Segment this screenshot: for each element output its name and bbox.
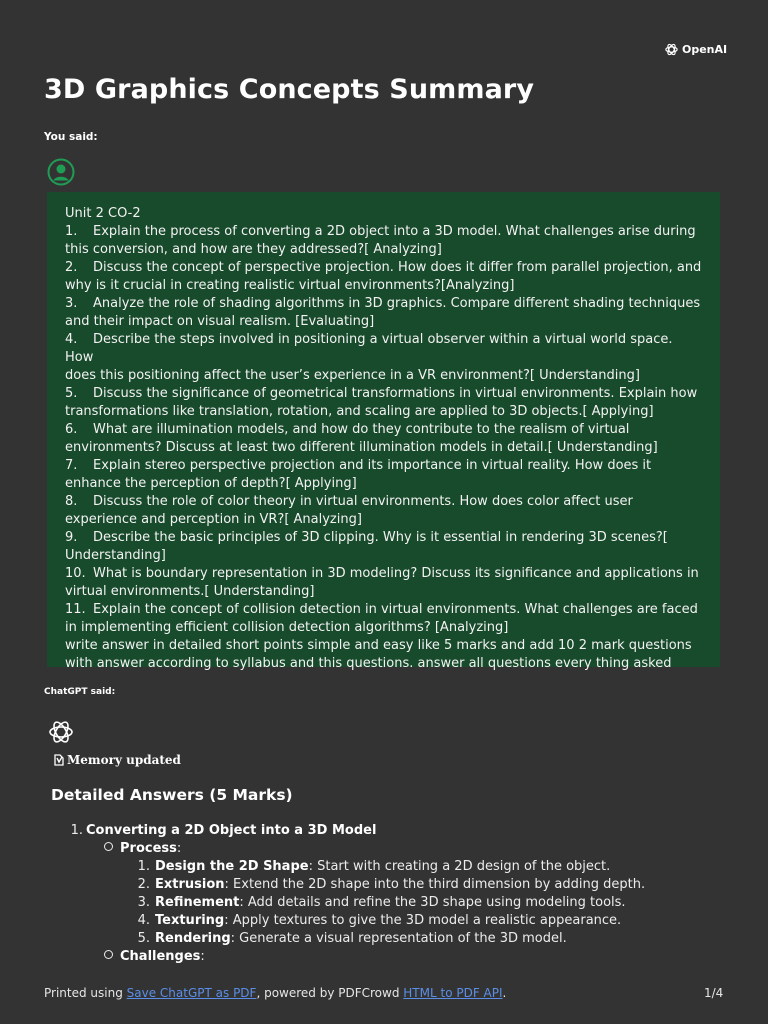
- html-to-pdf-api-link[interactable]: HTML to PDF API: [403, 986, 503, 1000]
- step-desc: : Generate a visual representation of the 3D model.: [230, 931, 567, 946]
- prompt-instruction-cont: with answer according to syllabus and this questions. answer all questions every thing asked: [65, 656, 672, 671]
- footer: [44, 986, 506, 1000]
- question-item: [65, 223, 702, 259]
- question-text-cont: why is it crucial in creating realistic virtual environments?[Analyzing]: [65, 278, 515, 293]
- challenges-label: Challenges: [120, 949, 201, 964]
- memory-updated-notice[interactable]: [54, 753, 181, 767]
- step-desc: : Start with creating a 2D design of the object.: [308, 859, 611, 874]
- step-number: 1.: [137, 859, 150, 874]
- step-number: 2.: [137, 877, 150, 892]
- question-number: 5.: [65, 386, 78, 401]
- footer-suffix: .: [502, 986, 507, 1000]
- question-text-cont: Understanding]: [65, 548, 166, 563]
- step-number: 3.: [137, 895, 150, 910]
- question-text-cont: does this positioning affect the user’s experience in a VR environment?[ Understanding]: [65, 368, 640, 383]
- question-text-cont: and their impact on visual realism. [Evaluating]: [65, 314, 375, 329]
- answer-title: Converting a 2D Object into a 3D Model: [86, 823, 377, 838]
- user-avatar-icon: [47, 158, 75, 186]
- question-number: 6.: [65, 422, 78, 437]
- process-step: [135, 858, 645, 876]
- step-number: 4.: [137, 913, 150, 928]
- question-number: 3.: [65, 296, 78, 311]
- brand: [664, 42, 727, 57]
- question-item: [65, 385, 702, 421]
- prompt-header: Unit 2 CO-2: [65, 206, 141, 221]
- question-text: Describe the steps involved in positioning a virtual observer within a virtual world space. How: [65, 332, 673, 365]
- question-text-cont: enhance the perception of depth?[ Applying]: [65, 476, 357, 491]
- step-desc: : Apply textures to give the 3D model a realistic appearance.: [224, 913, 622, 928]
- question-text: Discuss the significance of geometrical transformations in virtual environments. Explain how: [93, 386, 698, 401]
- question-text: Explain stereo perspective projection and its importance in virtual reality. How does it: [93, 458, 652, 473]
- hollow-bullet-icon: [104, 950, 113, 959]
- step-term: Rendering: [155, 931, 231, 946]
- page-title: 3D Graphics Concepts Summary: [44, 74, 535, 105]
- question-item: [65, 259, 702, 295]
- answer-subitem: Challenges :: [104, 948, 645, 966]
- question-text: Explain the process of converting a 2D object into a 3D model. What challenges arise during: [93, 224, 696, 239]
- question-item: [65, 295, 702, 331]
- answer-subitem: Process :: [104, 840, 645, 858]
- question-number: 2.: [65, 260, 78, 275]
- step-term: Design the 2D Shape: [155, 859, 309, 874]
- question-text: Explain the concept of collision detection in virtual environments. What challenges are faced: [93, 602, 698, 617]
- step-term: Refinement: [155, 895, 240, 910]
- question-number: 1.: [65, 224, 78, 239]
- prompt-instruction: write answer in detailed short points simple and easy like 5 marks and add 10 2 mark questions: [65, 638, 692, 653]
- memory-icon: [54, 754, 65, 766]
- step-term: Texturing: [155, 913, 225, 928]
- question-text: Analyze the role of shading algorithms in 3D graphics. Compare different shading techniques: [93, 296, 701, 311]
- question-text: Describe the basic principles of 3D clipping. Why is it essential in rendering 3D scenes?[: [93, 530, 668, 545]
- user-prompt-bubble: [47, 192, 720, 671]
- answer-number: 1.: [70, 823, 83, 838]
- question-text: Discuss the role of color theory in virtual environments. How does color affect user: [93, 494, 633, 509]
- question-number: 10.: [65, 566, 86, 581]
- question-item: [65, 565, 702, 601]
- question-item: [65, 457, 702, 493]
- question-text-cont: this conversion, and how are they addressed?[ Analyzing]: [65, 242, 442, 257]
- page-number: 1/4: [704, 986, 724, 1000]
- brand-name: OpenAI: [682, 43, 728, 56]
- question-number: 11.: [65, 602, 86, 617]
- step-desc: : Extend the 2D shape into the third dimension by adding depth.: [224, 877, 646, 892]
- step-term: Extrusion: [155, 877, 225, 892]
- chatgpt-logo-icon: [47, 718, 75, 746]
- memory-updated-text: Memory updated: [67, 753, 181, 767]
- question-text-cont: environments? Discuss at least two different illumination models in detail.[ Understanding]: [65, 440, 658, 455]
- question-number: 9.: [65, 530, 78, 545]
- question-text-cont: experience and perception in VR?[ Analyzing]: [65, 512, 362, 527]
- process-step: [135, 876, 645, 894]
- question-text-cont: virtual environments.[ Understanding]: [65, 584, 315, 599]
- section-heading: Detailed Answers (5 Marks): [51, 786, 293, 804]
- question-number: 4.: [65, 332, 78, 347]
- openai-logo-icon: [664, 42, 679, 57]
- step-number: 5.: [137, 931, 150, 946]
- footer-middle: , powered by PDFCrowd: [256, 986, 404, 1000]
- process-step: [135, 894, 645, 912]
- question-text: What is boundary representation in 3D modeling? Discuss its significance and applications in: [93, 566, 699, 581]
- question-number: 8.: [65, 494, 78, 509]
- user-said-label: You said:: [44, 131, 98, 143]
- assistant-said-label: ChatGPT said:: [44, 687, 116, 697]
- question-item: [65, 493, 702, 529]
- question-item: [65, 421, 702, 457]
- question-text-cont: in implementing efficient collision detection algorithms? [Analyzing]: [65, 620, 509, 635]
- save-chatgpt-pdf-link[interactable]: Save ChatGPT as PDF: [126, 986, 257, 1000]
- answer-list: [70, 822, 645, 966]
- question-item: [65, 529, 702, 565]
- footer-prefix: Printed using: [44, 986, 127, 1000]
- question-item: [65, 331, 702, 385]
- process-step: [135, 930, 645, 948]
- question-text: What are illumination models, and how do they contribute to the realism of virtual: [93, 422, 630, 437]
- answer-item: [70, 822, 645, 840]
- question-text-cont: transformations like translation, rotation, and scaling are applied to 3D objects.[ Applying]: [65, 404, 654, 419]
- question-item: [65, 601, 702, 637]
- question-number: 7.: [65, 458, 78, 473]
- hollow-bullet-icon: [104, 842, 113, 851]
- process-step: [135, 912, 645, 930]
- process-label: Process: [120, 841, 177, 856]
- question-text: Discuss the concept of perspective projection. How does it differ from parallel projection, and: [93, 260, 702, 275]
- step-desc: : Add details and refine the 3D shape using modeling tools.: [239, 895, 626, 910]
